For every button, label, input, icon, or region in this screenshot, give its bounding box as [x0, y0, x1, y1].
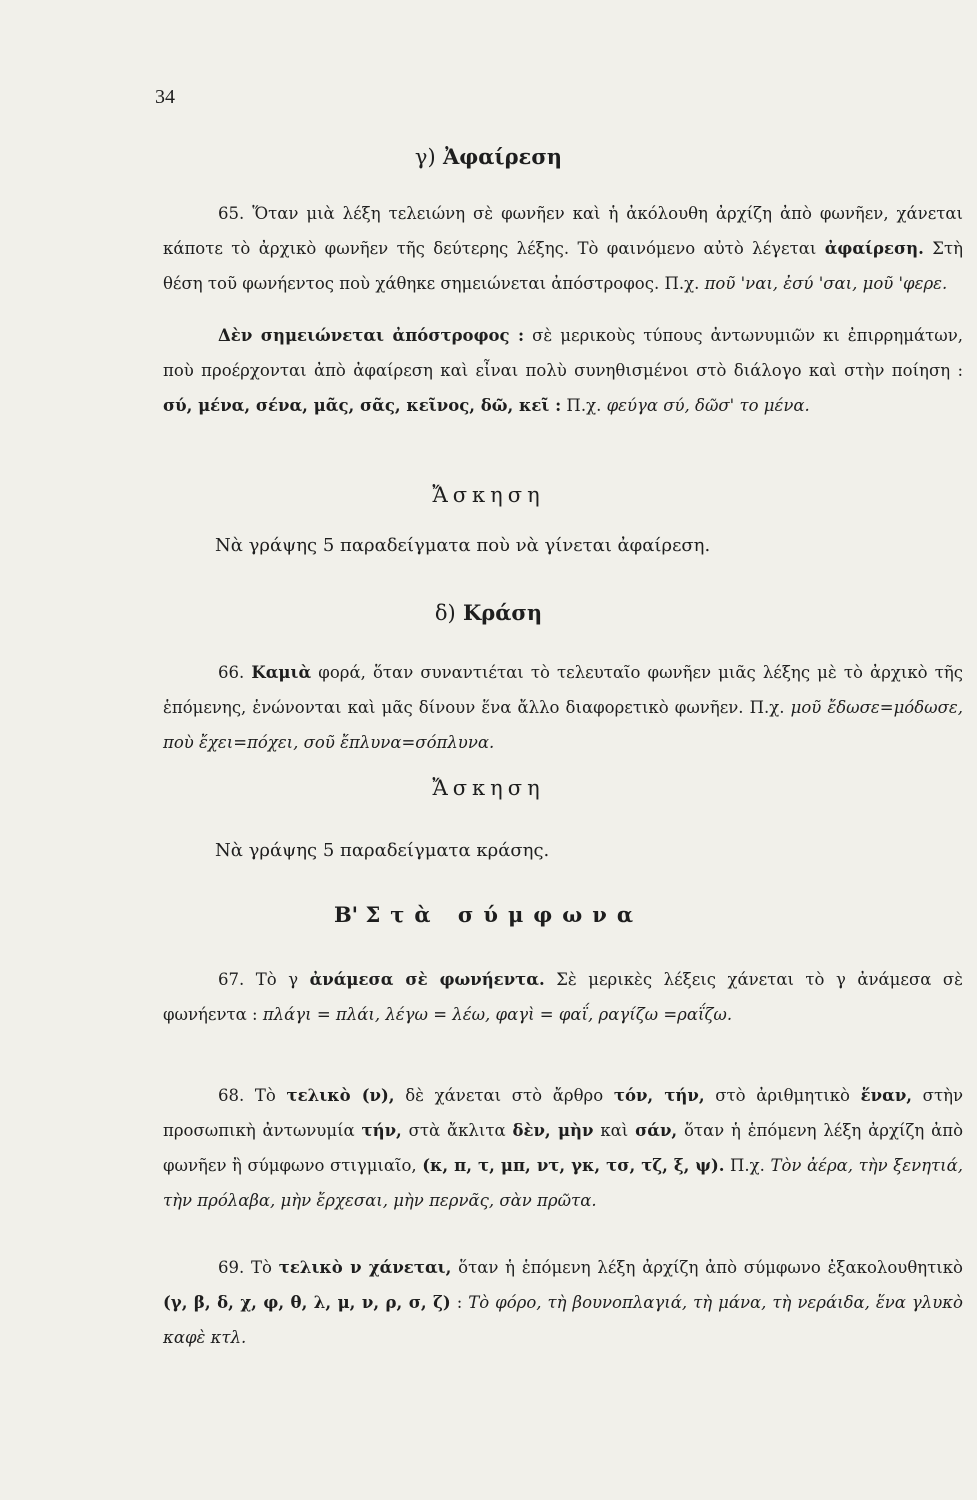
term-afairesi: ἀφαίρεση. — [824, 239, 924, 258]
exercise-text: Νὰ γράψης 5 παραδείγματα ποὺ νὰ γίνεται ἀφαίρεση. — [215, 535, 711, 556]
paragraph-65: 65. Ὅταν μιὰ λέξη τελειώνη σὲ φωνῆεν καὶ ἡ ἀκόλουθη ἀρχίζη ἀπὸ φωνῆεν, χάνεται κάποτε τὸ ἀρχικὸ φωνῆεν τῆς δεύτερης λέξης. Τὸ φαινόμενο αὐτὸ λέγεται ἀφαίρεση. Στὴ θέση τοῦ φωνήεντος ποὺ χάθηκε σημειώνεται ἀπόστροφος. Π.χ. ποῦ 'ναι, ἐσύ 'σαι, μοῦ 'φερε. — [163, 204, 963, 293]
paragraph-65-note: Δὲν σημειώνεται ἀπόστροφος : σὲ μερικοὺς τύπους ἀντωνυμιῶν κι ἐπιρρημάτων, ποὺ προέρχονται ἀπὸ ἀφαίρεση καὶ εἶναι πολὺ συνηθισμένοι στὸ διάλογο καὶ στὴν ποίηση : σύ, μένα, σένα, μᾶς, σᾶς, κεῖνος, δῶ, κεῖ : Π.χ. φεύγα σύ, δῶσ' το μένα. — [163, 326, 963, 415]
exercise-text: Νὰ γράψης 5 παραδείγματα κράσης. — [215, 840, 550, 861]
example-text: ποῦ 'ναι, ἐσύ 'σαι, μοῦ 'φερε. — [704, 274, 948, 293]
example-text: φεύγα σύ, δῶσ' το μένα. — [606, 396, 810, 415]
paragraph-67: 67. Τὸ γ ἀνάμεσα σὲ φωνήεντα. Σὲ μερικὲς λέξεις χάνεται τὸ γ ἀνάμεσα σὲ φωνήεντα : πλάγι = πλάι, λέγω = λέω, φαγὶ = φαΐ, ραγίζω =ραΐζω. — [163, 970, 963, 1024]
section-heading-krasi — [0, 600, 977, 625]
note-heading: Δὲν σημειώνεται ἀπόστροφος : — [218, 326, 525, 345]
paragraph-number: 68. — [218, 1086, 245, 1105]
example-text: μοῦ ἔδωσε=μόδωσε, ποὺ ἔχει=πόχει, σοῦ ἔπλυνα=σόπλυνα. — [163, 698, 963, 752]
section-title: Στὰ σύμφωνα — [365, 902, 644, 927]
section-letter: γ) — [414, 145, 436, 169]
section-letter: Β' — [333, 902, 359, 927]
paragraph-number: 67. — [218, 970, 245, 989]
paragraph-69: 69. Τὸ τελικὸ ν χάνεται, ὅταν ἡ ἑπόμενη λέξη ἀρχίζη ἀπὸ σύμφωνο ἐξακολουθητικὸ (γ, β, δ, χ, φ, θ, λ, μ, ν, ρ, σ, ζ) : Τὸ φόρο, τὴ βουνοπλαγιά, τὴ μάνα, τὴ νεράιδα, ἕνα γλυκὸ καφὲ κτλ. — [163, 1258, 963, 1347]
section-title: Ἀφαίρεση — [442, 144, 563, 169]
paragraph-number: 69. — [218, 1258, 245, 1277]
paragraph-66: 66. Καμιὰ φορά, ὅταν συναντιέται τὸ τελευταῖο φωνῆεν μιᾶς λέξης μὲ τὸ ἀρχικὸ τῆς ἑπόμενης, ἑνώνονται καὶ μᾶς δίνουν ἕνα ἄλλο διαφορετικὸ φωνῆεν. Π.χ. μοῦ ἔδωσε=μόδωσε, ποὺ ἔχει=πόχει, σοῦ ἔπλυνα=σόπλυνα. — [163, 663, 963, 752]
example-text: Τὸ φόρο, τὴ βουνοπλαγιά, τὴ μάνα, τὴ νεράιδα, ἕνα γλυκὸ καφὲ κτλ. — [163, 1293, 963, 1347]
section-title: Κράση — [463, 600, 543, 625]
page-number: 34 — [155, 86, 175, 108]
word-list: σύ, μένα, σένα, μᾶς, σᾶς, κεῖνος, δῶ, κεῖ : — [163, 396, 562, 415]
example-text: Τὸν ἀέρα, τὴν ξενητιά, τὴν πρόλαβα, μὴν ἔρχεσαι, μὴν περνᾶς, σὰν πρῶτα. — [163, 1156, 964, 1210]
paragraph-number: 65. — [218, 204, 245, 223]
paragraph-number: 66. — [218, 663, 245, 682]
paragraph-68: 68. Τὸ τελικὸ (ν), δὲ χάνεται στὸ ἄρθρο τόν, τήν, στὸ ἀριθμητικὸ ἕναν, στὴν προσωπικὴ ἀντωνυμία τήν, στὰ ἄκλιτα δὲν, μὴν καὶ σάν, ὅταν ἡ ἑπόμενη λέξη ἀρχίζη ἀπὸ φωνῆεν ἢ σύμφωνο στιγμιαῖο, (κ, π, τ, μπ, ντ, γκ, τσ, τζ, ξ, ψ). Π.χ. Τὸν ἀέρα, τὴν ξενητιά, τὴν πρόλαβα, μὴν ἔρχεσαι, μὴν περνᾶς, σὰν πρῶτα. — [163, 1086, 964, 1210]
example-text: πλάγι = πλάι, λέγω = λέω, φαγὶ = φαΐ, ραγίζω =ραΐζω. — [262, 1005, 733, 1024]
exercise-heading: Ἄσκηση — [432, 776, 545, 800]
exercise-heading: Ἄσκηση — [432, 483, 545, 507]
section-heading-symfona — [0, 902, 977, 927]
section-letter: δ) — [434, 601, 456, 625]
section-heading-afairesi — [0, 144, 977, 169]
